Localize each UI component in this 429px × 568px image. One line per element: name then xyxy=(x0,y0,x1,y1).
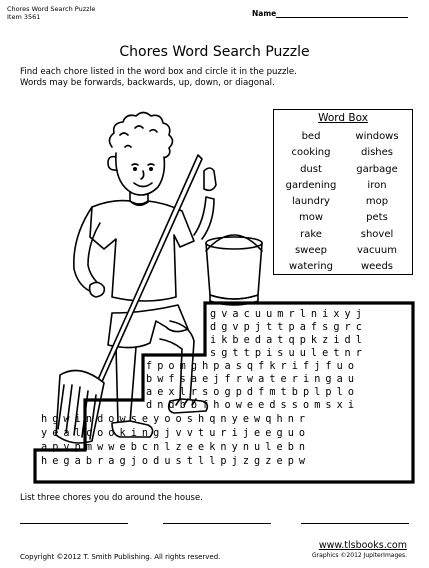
answer-line-2[interactable] xyxy=(163,523,271,524)
instructions xyxy=(20,67,420,89)
header-info xyxy=(7,5,95,21)
word-box xyxy=(273,109,413,275)
puzzle-row: hgwindowseyooshqnyewqhnr xyxy=(41,414,311,425)
word-box-word: mow xyxy=(298,212,324,224)
graphics-credit: Graphics ©2012 JupiterImages. xyxy=(312,552,407,559)
word-box-word: cooking xyxy=(291,147,331,159)
word-box-word: laundry xyxy=(292,196,330,208)
puzzle-row: sgttpisuuletnr xyxy=(210,348,367,359)
word-box-word: watering xyxy=(289,261,333,273)
word-box-word: shovel xyxy=(360,228,394,240)
word-box-word: vacuum xyxy=(357,245,397,257)
word-box-word: iron xyxy=(367,179,387,191)
name-field-line[interactable] xyxy=(276,17,408,18)
answer-line-3[interactable] xyxy=(301,523,409,524)
word-box-word: rake xyxy=(300,228,322,240)
word-box-title: Word Box xyxy=(318,112,368,124)
word-box-word: sweep xyxy=(294,245,328,257)
puzzle-row: ikbedatqpkzidl xyxy=(210,335,367,346)
word-box-word: windows xyxy=(355,131,399,142)
word-list xyxy=(278,129,410,276)
answer-line-1[interactable] xyxy=(20,523,128,524)
word-box-word: pets xyxy=(366,212,388,224)
puzzle-row: gvacuumrlnixyj xyxy=(210,309,367,320)
question-text: List three chores you do around the house. xyxy=(20,493,203,503)
puzzle-row: apvpmwwebcnlzeeknynulebn xyxy=(41,442,311,453)
word-box-word: bed xyxy=(301,131,321,142)
word-box-word: gardening xyxy=(285,179,337,191)
header-title: Chores Word Search Puzzle xyxy=(7,5,96,13)
name-label: Name xyxy=(252,9,277,18)
word-box-word: weeds xyxy=(360,261,394,273)
puzzle-row: aexlrsogpdfmtbplplo xyxy=(146,387,360,398)
puzzle-row: bwfsaejfrwateringau xyxy=(146,374,360,385)
word-box-word: dishes xyxy=(360,147,394,159)
word-box-word: garbage xyxy=(356,163,398,175)
instruction-line: Words may be forwards, backwards, up, down, or diagonal. xyxy=(20,78,275,88)
word-box-word: dust xyxy=(300,163,322,175)
puzzle-row: dndbbfhoweedssomsxi xyxy=(146,400,360,411)
word-box-word: mop xyxy=(365,196,389,208)
puzzle-row: dgvpjttpafsgrc xyxy=(210,322,367,333)
puzzle-row: yealcookingjvvturijeeguo xyxy=(41,428,311,439)
puzzle-row: fpomghpasqfkrifjfuo xyxy=(146,361,360,372)
website-link[interactable]: www.tlsbooks.com xyxy=(318,540,407,551)
header-item-number: Item 3561 xyxy=(7,13,41,21)
page-title: Chores Word Search Puzzle xyxy=(119,44,310,60)
copyright-text: Copyright ©2012 T. Smith Publishing. All rights reserved. xyxy=(20,553,221,561)
instruction-line: Find each chore listed in the word box and circle it in the puzzle. xyxy=(20,67,297,77)
puzzle-row: hegabragjodustllpjzgzepw xyxy=(41,456,311,467)
